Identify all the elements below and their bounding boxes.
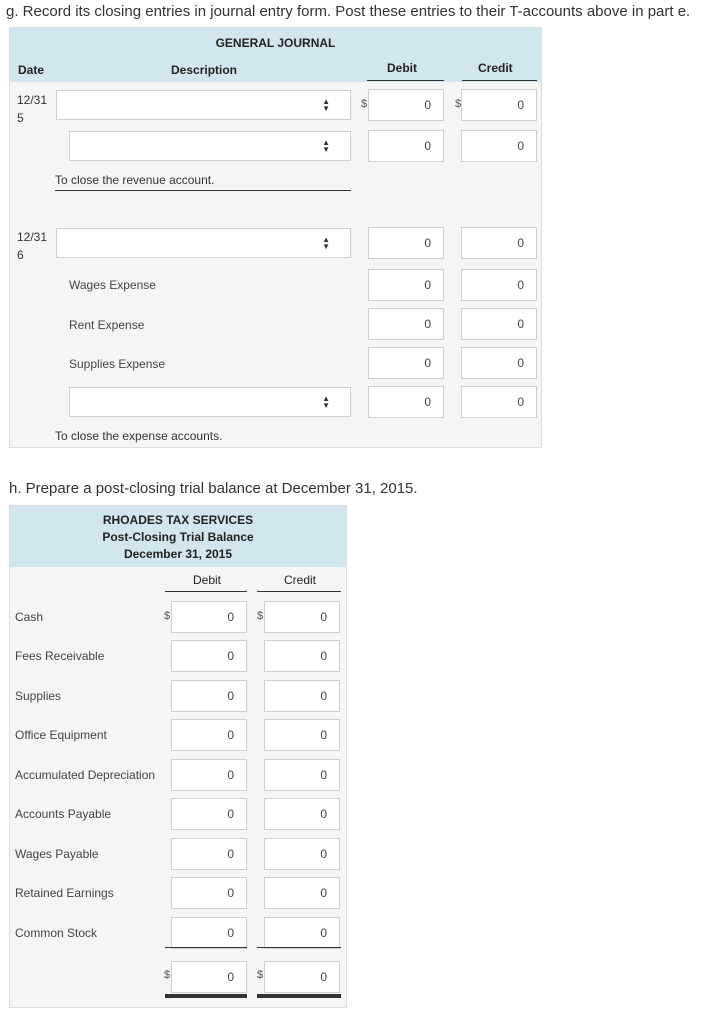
debit-column-header: Debit	[387, 61, 417, 75]
tb-account-label: Office Equipment	[15, 728, 107, 742]
entry-1-memo-rule	[55, 190, 351, 191]
entry-1-date: 12/31 5	[17, 93, 48, 125]
entry-2-debit-5[interactable]: 0	[368, 386, 444, 418]
currency-symbol: $	[164, 969, 171, 981]
entry-1-credit-2[interactable]: 0	[461, 130, 537, 162]
entry-1-debit-1[interactable]: 0	[368, 89, 444, 121]
tb-credit-input[interactable]: 0	[264, 917, 340, 949]
tb-debit-header: Debit	[193, 573, 222, 587]
tb-credit-input[interactable]: 0	[264, 640, 340, 672]
currency-symbol: $	[164, 610, 171, 622]
tb-debit-double-rule	[165, 994, 247, 998]
supplies-expense-label: Supplies Expense	[69, 357, 166, 371]
tb-debit-input[interactable]: 0	[171, 680, 247, 712]
date-column-header: Date	[18, 63, 45, 77]
tb-account-label: Cash	[15, 610, 44, 624]
part-h-title: h. Prepare a post-closing trial balance at December 31, 2015.	[9, 480, 418, 497]
entry-1-account-select-1[interactable]	[56, 90, 351, 120]
entry-2-credit-2[interactable]: 0	[461, 269, 537, 301]
tb-account-label: Retained Earnings	[15, 886, 114, 900]
tb-credit-input[interactable]: 0	[264, 877, 340, 909]
tb-debit-input[interactable]: 0	[171, 798, 247, 830]
statement-name: Post-Closing Trial Balance	[102, 530, 254, 544]
tb-credit-input[interactable]: 0	[264, 680, 340, 712]
entry-2-date: 12/31 6	[17, 230, 48, 262]
tb-debit-input[interactable]: 0	[171, 877, 247, 909]
general-journal-panel	[9, 27, 542, 448]
entry-2-debit-2[interactable]: 0	[368, 269, 444, 301]
entry-2-debit-1[interactable]: 0	[368, 227, 444, 259]
entry-2-memo: To close the expense accounts.	[55, 429, 223, 443]
tb-debit-input[interactable]: 0	[171, 640, 247, 672]
currency-symbol: $	[361, 98, 368, 110]
entry-1-debit-2[interactable]: 0	[368, 130, 444, 162]
entry-2-debit-3[interactable]: 0	[368, 308, 444, 340]
tb-account-label: Accounts Payable	[15, 807, 112, 821]
tb-credit-input[interactable]: 0	[264, 798, 340, 830]
tb-debit-header-rule	[165, 591, 247, 592]
tb-credit-header: Credit	[284, 573, 317, 587]
tb-credit-input[interactable]: 0	[264, 759, 340, 791]
select-arrows-icon: ▲ ▼	[322, 394, 330, 410]
currency-symbol: $	[257, 610, 264, 622]
entry-1-account-select-2[interactable]	[69, 131, 351, 161]
tb-debit-total-rule	[165, 947, 247, 948]
entry-2-credit-5[interactable]: 0	[461, 386, 537, 418]
tb-debit-input[interactable]: 0	[171, 759, 247, 791]
entry-1-memo: To close the revenue account.	[55, 173, 215, 187]
entry-1-credit-1[interactable]: 0	[461, 89, 537, 121]
rent-expense-label: Rent Expense	[69, 318, 145, 332]
tb-credit-total-rule	[257, 947, 341, 948]
tb-credit-header-rule	[257, 591, 341, 592]
tb-account-label: Accumulated Depreciation	[15, 768, 156, 782]
description-column-header: Description	[171, 63, 238, 77]
statement-date: December 31, 2015	[123, 547, 233, 561]
currency-symbol: $	[455, 98, 462, 110]
select-arrows-icon: ▲ ▼	[322, 138, 330, 154]
tb-account-label: Supplies	[15, 689, 62, 703]
debit-header-rule	[367, 80, 444, 81]
select-arrows-icon: ▲ ▼	[322, 97, 330, 113]
journal-title: GENERAL JOURNAL	[215, 36, 336, 50]
entry-2-credit-4[interactable]: 0	[461, 347, 537, 379]
entry-2-credit-3[interactable]: 0	[461, 308, 537, 340]
wages-expense-label: Wages Expense	[69, 278, 156, 292]
tb-credit-input[interactable]: 0	[264, 601, 340, 633]
select-arrows-icon: ▲ ▼	[322, 235, 330, 251]
tb-debit-input[interactable]: 0	[171, 719, 247, 751]
tb-debit-input[interactable]: 0	[171, 917, 247, 949]
tb-credit-input[interactable]: 0	[264, 838, 340, 870]
tb-total-debit[interactable]: 0	[171, 961, 247, 993]
tb-account-label: Wages Payable	[15, 847, 99, 861]
trial-balance-panel	[9, 505, 347, 1008]
credit-header-rule	[462, 80, 537, 81]
entry-2-account-select-1[interactable]	[56, 228, 351, 258]
part-g-title: g. Record its closing entries in journal entry form. Post these entries to their T-accounts above in part e.	[6, 3, 691, 20]
tb-debit-input[interactable]: 0	[171, 601, 247, 633]
entry-2-debit-4[interactable]: 0	[368, 347, 444, 379]
tb-account-label: Common Stock	[15, 926, 98, 940]
entry-2-credit-1[interactable]: 0	[461, 227, 537, 259]
tb-credit-input[interactable]: 0	[264, 719, 340, 751]
tb-total-credit[interactable]: 0	[264, 961, 340, 993]
entry-2-account-select-5[interactable]	[69, 387, 351, 417]
tb-credit-double-rule	[257, 994, 341, 998]
tb-account-label: Fees Receivable	[15, 649, 105, 663]
tb-debit-input[interactable]: 0	[171, 838, 247, 870]
company-name: RHOADES TAX SERVICES	[102, 513, 254, 527]
currency-symbol: $	[257, 969, 264, 981]
credit-column-header: Credit	[478, 61, 513, 75]
